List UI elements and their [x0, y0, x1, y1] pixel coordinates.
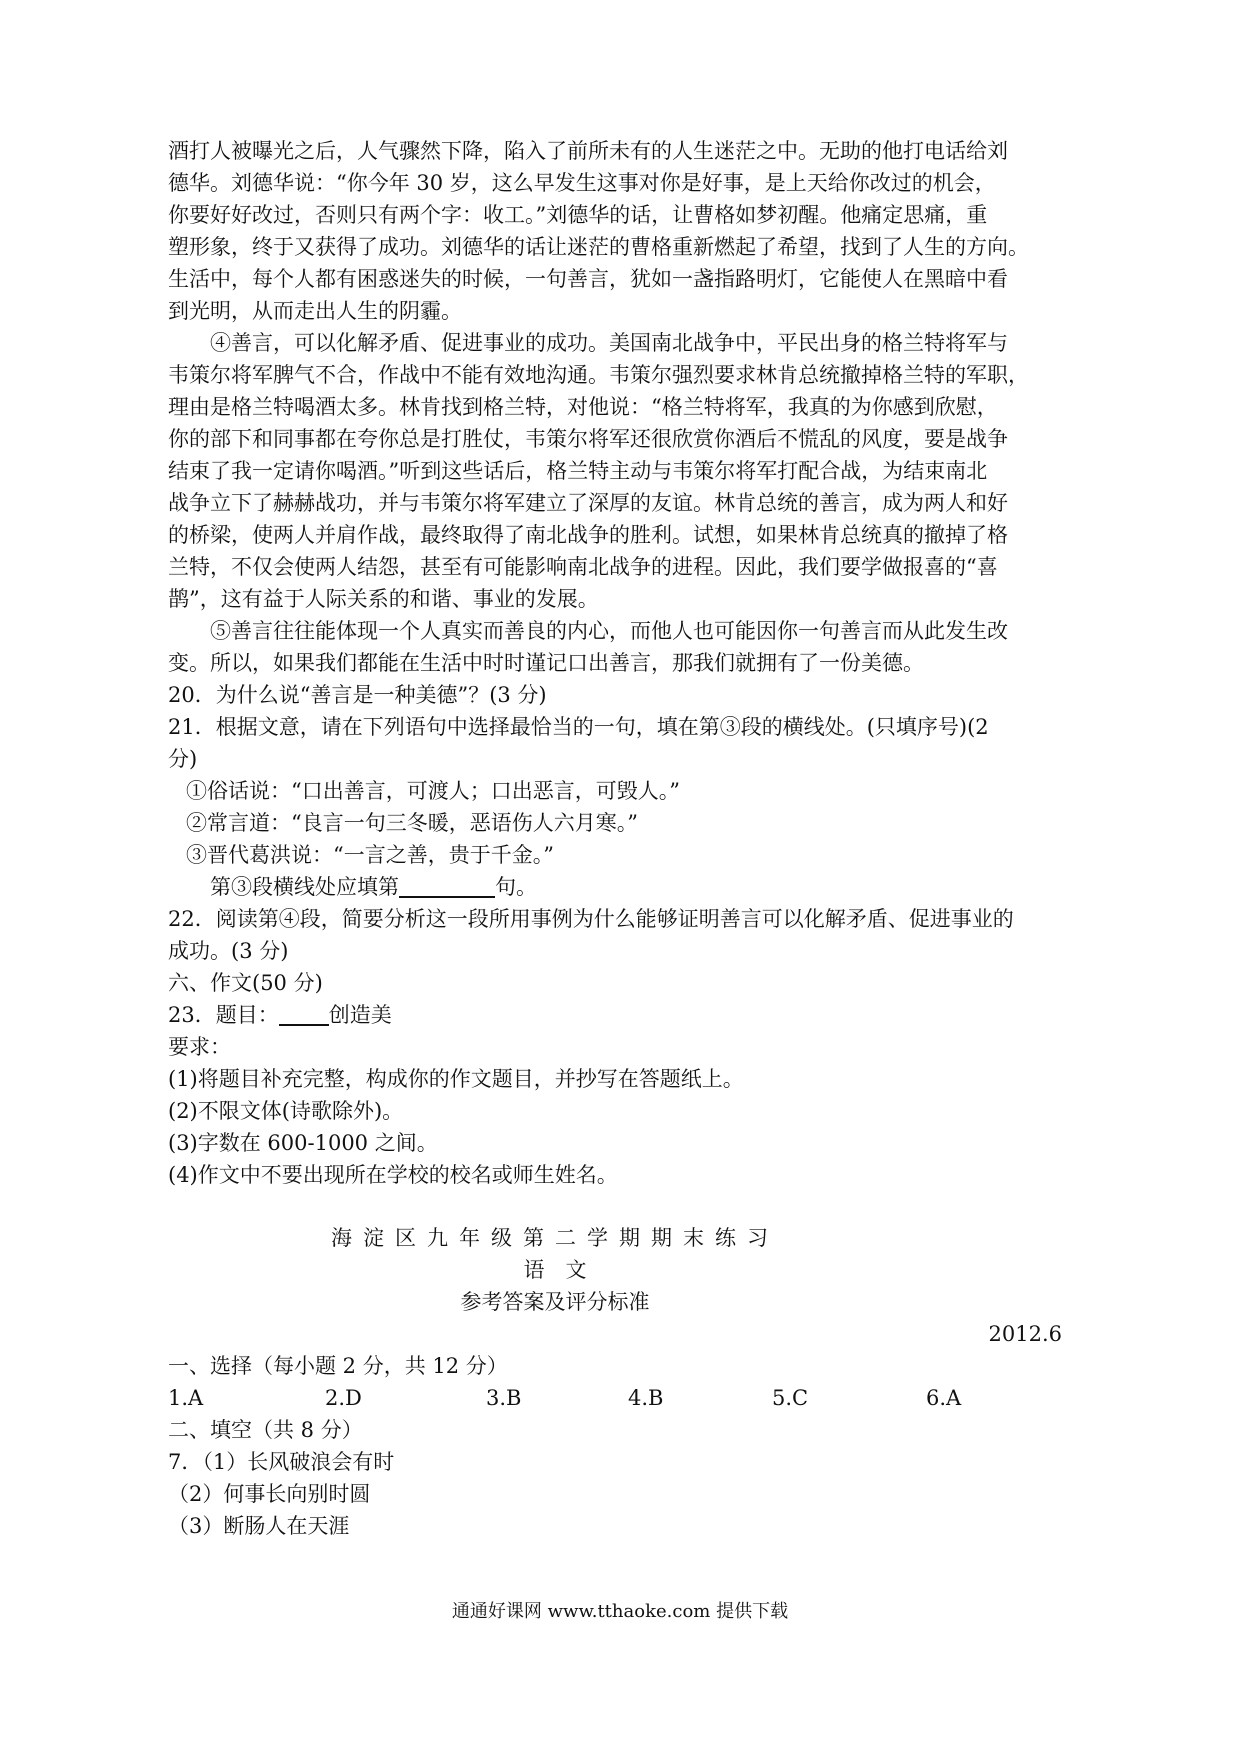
requirement-2: (2)不限文体(诗歌除外)。 [168, 1099, 404, 1123]
passage-p3-line-6: 到光明，从而走出人生的阴霾。 [168, 299, 462, 323]
passage-p3-line-3: 你要好好改过，否则只有两个字：收工。”刘德华的话，让曹格如梦初醒。他痛定思痛，重 [168, 203, 988, 227]
page-footer: 通通好课网 www.tthaoke.com 提供下载 [451, 1601, 789, 1622]
requirement-3: (3)字数在 600-1000 之间。 [168, 1131, 438, 1155]
passage-p4-line-7: 的桥梁，使两人并肩作战，最终取得了南北战争的胜利。试想，如果林肯总统真的撤掉了格 [168, 523, 1008, 547]
passage-p3-line-1: 酒打人被曝光之后，人气骤然下降，陷入了前所未有的人生迷茫之中。无助的他打电话给刘 [168, 139, 1008, 163]
question-23-suffix: 创造美 [328, 1003, 392, 1027]
passage-p4-line-8: 兰特，不仅会使两人结怨，甚至有可能影响南北战争的进程。因此，我们要学做报喜的“喜 [168, 555, 998, 579]
question-23 [168, 999, 392, 1031]
question-21-option-3: ③晋代葛洪说：“一言之善，贵于千金。” [186, 843, 554, 867]
passage-p4-line-4: 你的部下和同事都在夸你总是打胜仗，韦策尔将军还很欣赏你酒后不慌乱的风度，要是战争 [168, 427, 1008, 451]
question-21-fill-line [210, 871, 537, 903]
choice-answer-2: 2.D [325, 1386, 362, 1410]
question-21-line-1: 21．根据文意，请在下列语句中选择最恰当的一句，填在第③段的横线处。(只填序号)(2 [168, 715, 989, 739]
question-22-line-1: 22．阅读第④段，简要分析这一段所用事例为什么能够证明善言可以化解矛盾、促进事业的 [168, 907, 1014, 931]
requirement-4: (4)作文中不要出现所在学校的校名或师生姓名。 [168, 1163, 618, 1187]
requirements-heading: 要求： [168, 1035, 231, 1059]
question-21-option-2: ②常言道：“良言一句三冬暖，恶语伤人六月寒。” [186, 811, 638, 835]
passage-p3-line-4: 塑形象，终于又获得了成功。刘德华的话让迷茫的曹格重新燃起了希望，找到了人生的方向。 [168, 235, 1029, 259]
answer-key-subtitle: 参考答案及评分标准 [460, 1290, 650, 1314]
answer-7-part-1: 7．（1）长风破浪会有时 [168, 1450, 395, 1474]
passage-p5-line-2: 变。所以，如果我们都能在生活中时时谨记口出善言，那我们就拥有了一份美德。 [168, 651, 924, 675]
choice-answer-3: 3.B [486, 1386, 522, 1410]
passage-p4-line-9: 鹊”，这有益于人际关系的和谐、事业的发展。 [168, 587, 599, 611]
answer-section-1-heading: 一、选择（每小题 2 分，共 12 分） [168, 1354, 508, 1378]
choice-answer-1: 1.A [168, 1386, 204, 1410]
question-21-fill-suffix: 句。 [495, 875, 537, 899]
passage-p5-line-1: ⑤善言往往能体现一个人真实而善良的内心，而他人也可能因你一句善言而从此发生改 [210, 619, 1008, 643]
answer-key-date: 2012.6 [988, 1322, 1062, 1346]
answer-section-2-heading: 二、填空（共 8 分） [168, 1418, 363, 1442]
choice-answer-5: 5.C [772, 1386, 809, 1410]
section-6-heading: 六、作文(50 分) [168, 971, 323, 995]
question-22-line-2: 成功。(3 分) [168, 939, 289, 963]
answer-key-title: 海淀区九年级第二学期期末练习 [331, 1226, 779, 1250]
question-23-prefix: 23．题目： [168, 1003, 279, 1027]
question-21-fill-prefix: 第③段横线处应填第 [210, 875, 399, 899]
passage-p4-line-2: 韦策尔将军脾气不合，作战中不能有效地沟通。韦策尔强烈要求林肯总统撤掉格兰特的军职， [168, 363, 1029, 387]
answer-7-part-2: （2）何事长向别时圆 [168, 1482, 371, 1506]
choice-answers-row [0, 1382, 1240, 1414]
question-21-option-1: ①俗话说：“口出善言，可渡人；口出恶言，可毁人。” [186, 779, 680, 803]
answer-7-part-3: （3）断肠人在天涯 [168, 1514, 350, 1538]
passage-p4-line-3: 理由是格兰特喝酒太多。林肯找到格兰特，对他说：“格兰特将军，我真的为你感到欣慰， [168, 395, 998, 419]
passage-p4-line-5: 结束了我一定请你喝酒。”听到这些话后，格兰特主动与韦策尔将军打配合战，为结束南北 [168, 459, 988, 483]
question-23-title-blank[interactable] [279, 1004, 329, 1026]
requirement-1: (1)将题目补充完整，构成你的作文题目，并抄写在答题纸上。 [168, 1067, 744, 1091]
passage-p3-line-5: 生活中，每个人都有困惑迷失的时候，一句善言，犹如一盏指路明灯，它能使人在黑暗中看 [168, 267, 1008, 291]
choice-answer-4: 4.B [628, 1386, 664, 1410]
passage-p4-line-1: ④善言，可以化解矛盾、促进事业的成功。美国南北战争中，平民出身的格兰特将军与 [210, 331, 1008, 355]
passage-p3-line-2: 德华。刘德华说：“你今年 30 岁，这么早发生这事对你是好事，是上天给你改过的机会， [168, 171, 996, 195]
question-21-answer-blank[interactable] [399, 876, 495, 898]
choice-answer-6: 6.A [926, 1386, 962, 1410]
answer-key-subject: 语 文 [523, 1258, 587, 1282]
question-20: 20．为什么说“善言是一种美德”？(3 分) [168, 683, 547, 707]
question-21-line-2: 分) [168, 747, 198, 771]
passage-p4-line-6: 战争立下了赫赫战功，并与韦策尔将军建立了深厚的友谊。林肯总统的善言，成为两人和好 [168, 491, 1008, 515]
